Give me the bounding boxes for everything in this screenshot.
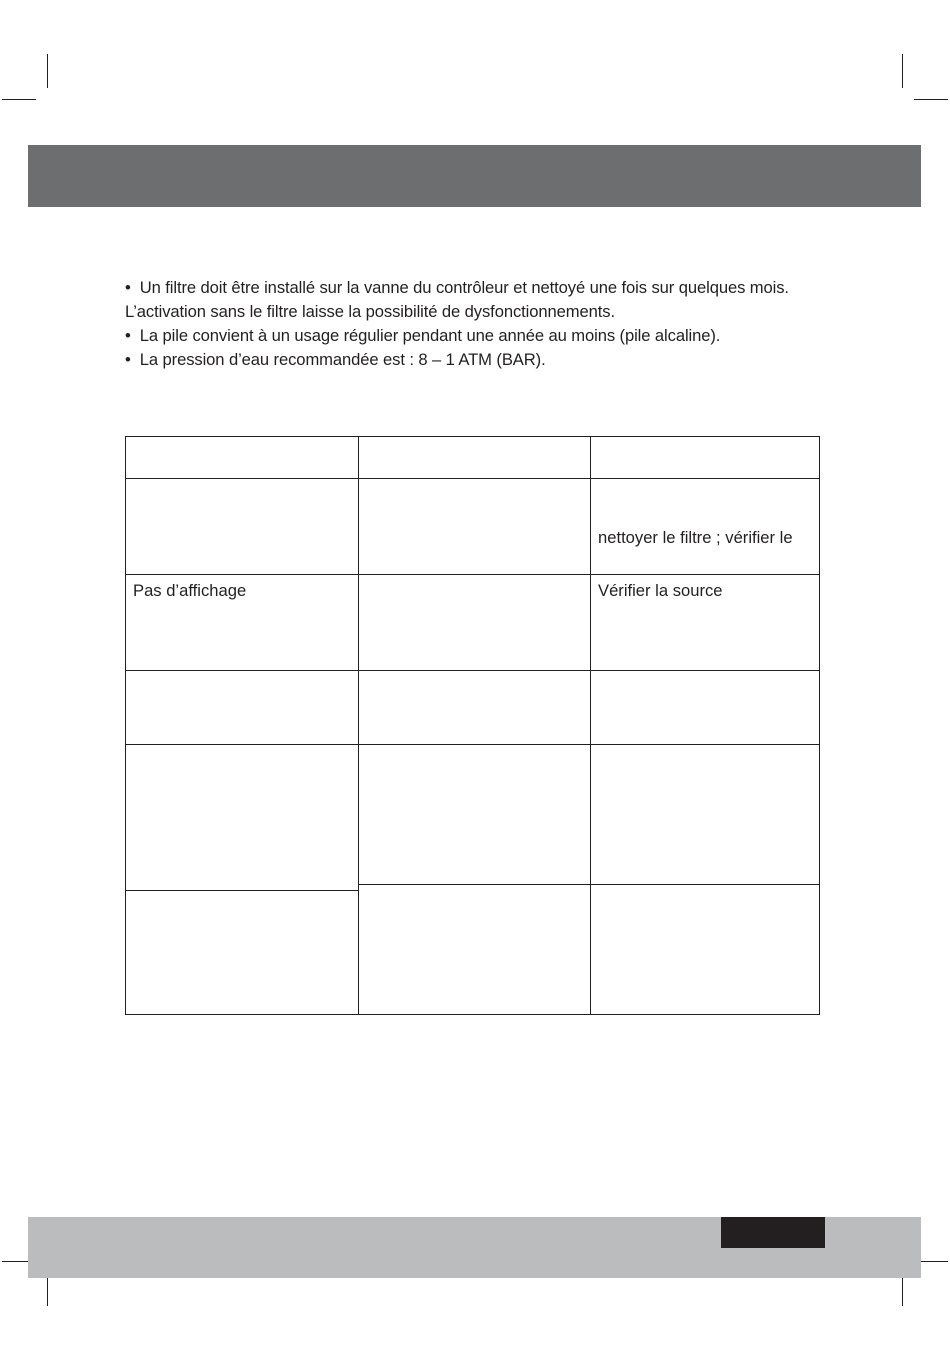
notes-section xyxy=(125,276,825,372)
table-border xyxy=(125,436,820,437)
table-cell: Vérifier la source xyxy=(598,581,723,600)
page-number-tab xyxy=(721,1217,825,1248)
crop-mark xyxy=(914,99,948,100)
crop-mark xyxy=(2,99,36,100)
table-border xyxy=(125,670,820,671)
header-band xyxy=(28,145,921,207)
table-border xyxy=(125,478,820,479)
table-border xyxy=(125,890,359,891)
table-border xyxy=(125,574,820,575)
table-border xyxy=(358,436,359,1015)
table-border xyxy=(125,436,126,1015)
crop-mark xyxy=(902,54,903,88)
table-border xyxy=(125,1014,820,1015)
note-item: • La pression d’eau recommandée est : 8 – 1 ATM (BAR). xyxy=(125,350,546,369)
table-cell: nettoyer le filtre ; vérifier le xyxy=(598,528,793,547)
table-border xyxy=(590,436,591,1015)
crop-mark xyxy=(47,54,48,88)
table-border xyxy=(358,884,820,885)
table-border xyxy=(125,744,820,745)
table-border xyxy=(819,436,820,1015)
note-item: • Un filtre doit être installé sur la vanne du contrôleur et nettoyé une fois sur quelques mois. L’activation sans le filtre laisse la possibilité de dysfonctionnements. xyxy=(125,278,789,321)
note-item: • La pile convient à un usage régulier pendant une année au moins (pile alcaline). xyxy=(125,326,721,345)
table-cell: Pas d’affichage xyxy=(133,581,247,600)
